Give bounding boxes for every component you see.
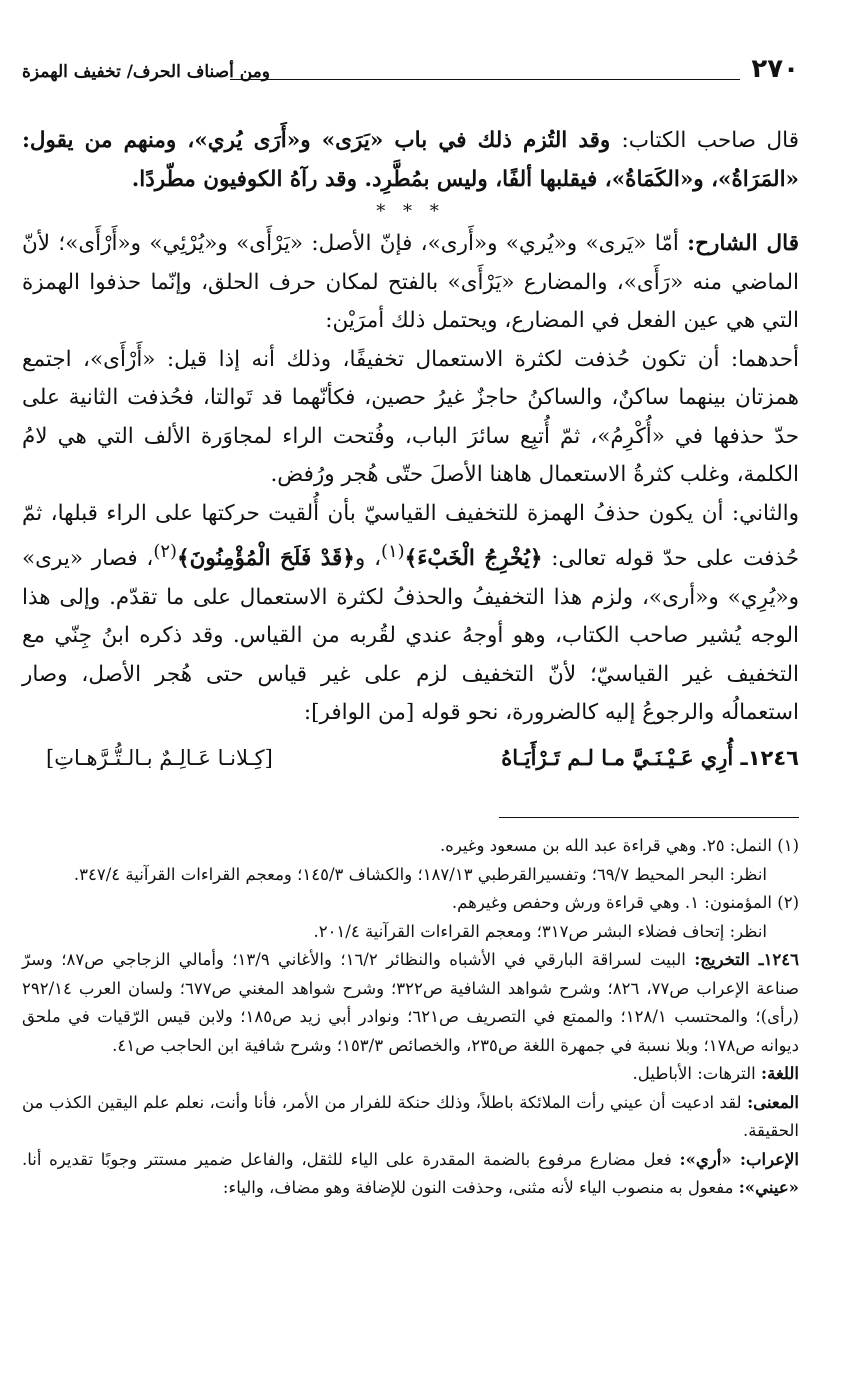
quran-quote-2: ﴿قَدْ فَلَحَ الْمُؤْمِنُونَ﴾ [177, 546, 355, 572]
commentator-text: أمّا «يَرى» و«يُري» و«أَرى»، فإنّ الأصل: «يَرْأَى» و«يُرْئِي» و«أَرْأَى»؛ لأنّ الماضي منه «رَأَى»، والمضارع «يَرْأَى» بالفتح لمكان حرف الحلق، وإنّما حذفوا الهمزة التي هي عين الفعل في المضارع، ويحتمل ذلك أمرَيْن: [22, 231, 799, 333]
commentator-label: قال الشارح: [687, 231, 800, 256]
second-reason-paragraph [22, 495, 799, 733]
first-reason-paragraph: أحدهما: أن تكون حُذفت لكثرة الاستعمال تخفيفًا، وذلك أنه إذا قيل: «أَرْأَى»، اجتمع همزتان بينهما ساكنٌ، والساكنُ حاجزٌ غيرُ حصين، فكأنّهما قد تَوالتا، فحُذفت الثانية على حدّ حذفها في «أُكْرِمُ»، ثمّ أُتبِع سائرَ الباب، وفُتحت الراء لمجاوَرة الألف التي هي لامُ الكلمة، وغلب كثرةُ الاستعمال هاهنا الأصلَ حتّى هُجر ورُفض. [22, 346, 799, 487]
irab-text-1: فعل مضارع مرفوع بالضمة المقدرة على الياء للثقل، والفاعل ضمير مستتر وجوبًا تقديره أنا. [22, 1149, 680, 1169]
commentator-paragraph [22, 225, 799, 341]
maana-label: المعنى: [747, 1092, 799, 1112]
irab-label: الإعراب: [739, 1149, 800, 1169]
footnote-1: (١) النمل: ٢٥. وهي قراءة عبد الله بن مسعود وغيره. [439, 836, 799, 856]
quran-quote-1: ﴿يُخْرِجُ الْخَبْءَ﴾ [404, 546, 543, 572]
maana-text: لقد ادعيت أن عيني رأت الملائكة باطلاً، وذلك حنكة للفرار من الأمر، فأنا وأنت، نعلم علم اليقين الكذب من الحقيقة. [22, 1092, 799, 1141]
footnote-divider [499, 817, 799, 818]
poetry-verse [22, 739, 799, 778]
section-separator: * * * [376, 201, 445, 222]
takhrij-label: ١٢٤٦ـ التخريج: [694, 950, 800, 970]
second-reason-text-a: والثاني: أن يكون حذفُ الهمزة للتخفيف القياسيّ بأن أُلقيت حركتها على الراء قبلها، ثمّ حُذفت على حدّ قوله تعالى: [22, 500, 799, 572]
takhrij-text: البيت لسراقة البارقي في الأشباه والنظائر ١٦/٢؛ والأغاني ١٣/٩؛ وأمالي الزجاجي ص٨٧؛ وسرّ صناعة الإعراب ص٧٧، ٨٢٦؛ وشرح شواهد الشافية ص٣٢٢؛ وشرح شواهد المغني ص٦٧٧؛ ولسان العرب ٢٩٢/١٤ (رأى)؛ والمحتسب ١٢٨/١؛ والممتع في التصريف ص٦٢١؛ ونوادر أبي زيد ص١٨٥؛ ولابن قيس الرّقيات في ملحق ديوانه ص١٧٨؛ وبلا نسبة في جمهرة اللغة ص٢٣٥، والخصائص ١٥٣/٣؛ وشرح شافية ابن الحاجب ص٤١. [22, 950, 799, 1055]
conjunction: ، و [354, 546, 382, 572]
author-text: وقد التُزم ذلك في باب «يَرَى» و«أَرَى يُري»، ومنهم من يقول: «المَرَاةُ»، و«الكَمَاةُ»، فيقلبها ألفًا، وليس بمُطَّرِد. وقد رآهُ الكوفيون مطّردًا. [22, 128, 799, 192]
footnotes [22, 832, 799, 1203]
footnote-mark-1: (١) [381, 541, 405, 562]
running-title: ومن أصناف الحرف/ تخفيف الهمزة [22, 62, 270, 82]
verse-number: ١٢٤٦ـ [740, 745, 799, 770]
takhrij-note [22, 946, 799, 1060]
main-text [22, 122, 799, 777]
header-rule [230, 79, 740, 80]
irab-word-1: «أري»: [679, 1149, 740, 1169]
footnote-2-refs: انظر: إتحاف فضلاء البشر ص٣١٧؛ ومعجم القراءات القرآنية ٢٠١/٤. [313, 921, 767, 941]
lugha-label: اللغة: [761, 1064, 799, 1084]
lugha-text: الترهات: الأباطيل. [632, 1064, 762, 1084]
irab-text-2: مفعول به منصوب الياء لأنه مثنى، وحذفت النون للإضافة وهو مضاف، والياء: [222, 1178, 739, 1198]
author-label: قال صاحب الكتاب: [621, 128, 799, 153]
footnote-mark-2: (٢) [153, 541, 177, 562]
verse-first-hemistich [501, 739, 799, 778]
footnote-1-refs: انظر: البحر المحيط ٦٩/٧؛ وتفسيرالقرطبي ١٨٧/١٣؛ والكشاف ١٤٥/٣؛ ومعجم القراءات القرآنية ٣٤٧/٤. [73, 864, 767, 884]
verse-second-hemistich: [كِـلانـا عَـالِـمٌ بـالـتُّـرَّهـاتِ] [46, 745, 273, 770]
lugha-note [22, 1060, 799, 1089]
footnote-2: (٢) المؤمنون: ١. وهي قراءة ورش وحفص وغيرهم. [451, 893, 799, 913]
author-paragraph [22, 122, 799, 199]
second-reason-text-b: ، فصار «يرى» و«يُرِي» و«أرى»، ولزم هذا التخفيفُ والحذفُ لكثرة الاستعمال على ما تقدّم. وإلى هذا الوجه يُشير صاحب الكتاب، وهو أوجهُ عندي لقُربه من القياس. وقد ذكره ابنُ جِنّي مع التخفيف غير القياسيّ؛ لأنّ التخفيف لزم على غير قياس حتى هُجر الأصل، وصار استعمالُه والرجوعُ إليه كالضرورة، نحو قوله [من الوافر]: [22, 546, 799, 726]
page-number: ٢٧٠ [751, 54, 799, 84]
irab-note [22, 1146, 799, 1203]
irab-word-2: «عيني»: [738, 1178, 799, 1198]
verse-first-text: أُرِي عَـيْـنَـيَّ مـا لـم تَـرْأَيَـاهُ [501, 744, 734, 770]
maana-note [22, 1089, 799, 1146]
